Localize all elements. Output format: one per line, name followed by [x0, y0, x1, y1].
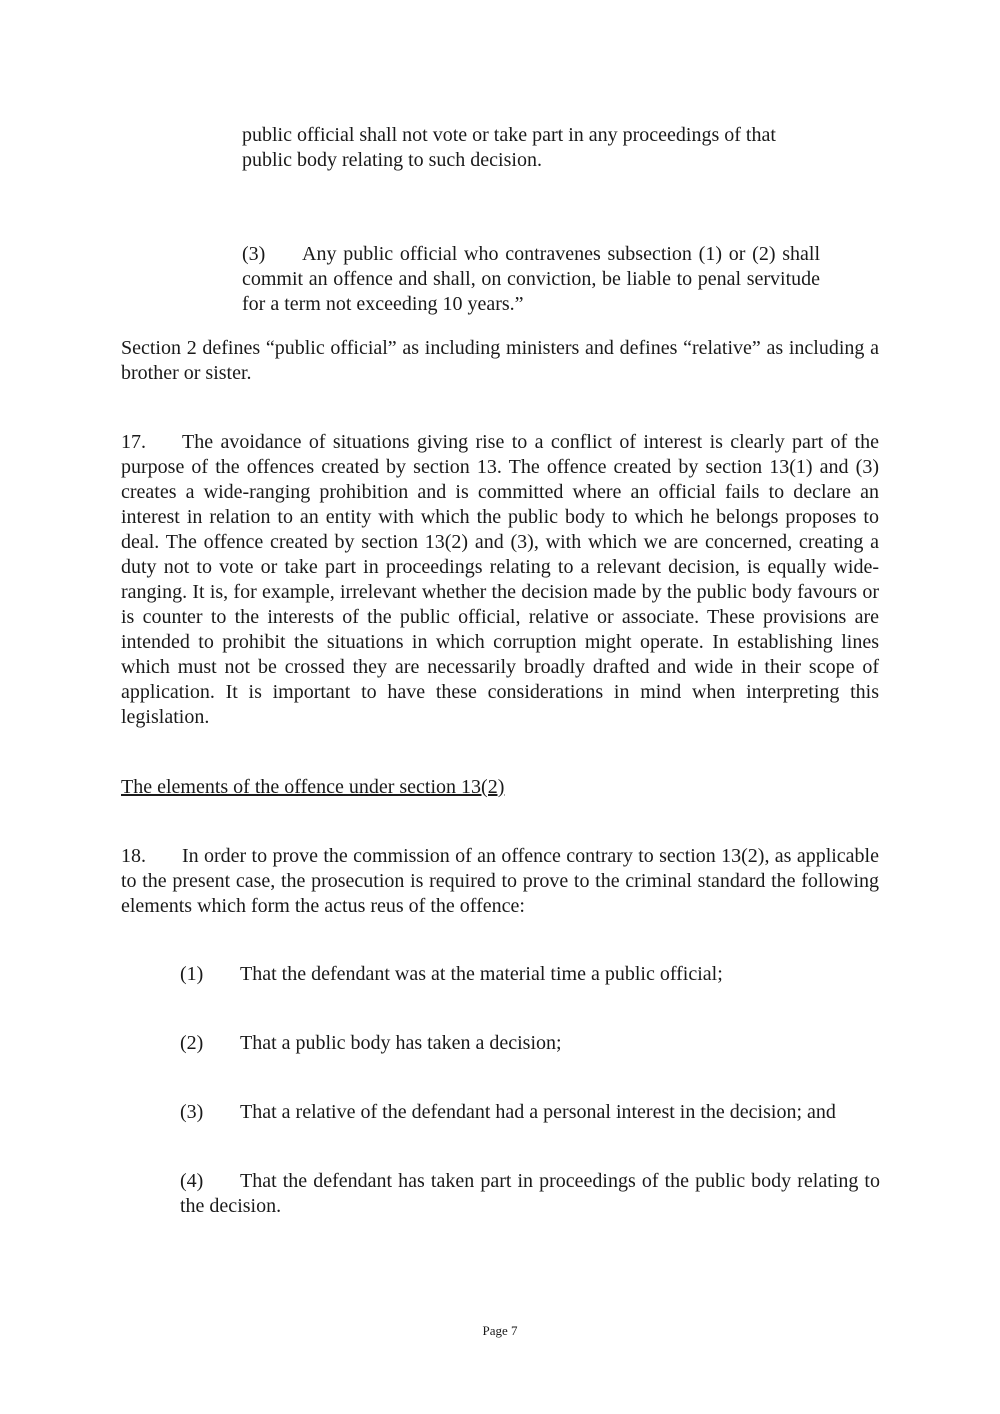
paragraph-text: The avoidance of situations giving rise to a conflict of interest is clearly part of the purpose of the offences created by section 13. The offence created by section 13(1) and (3) creates a wide-ranging prohibition and is committed where an official fails to declare an interest in relation to an entity with which the public body to which he belongs proposes to deal. The offence created by section 13(2) and (3), with which we are concerned, creating a duty not to vote or take part in proceedings relating to a relevant decision, is equally wide-ranging. It is, for example, irrelevant whether the decision made by the public body favours or is counter to the interests of the public official, relative or associate. These provisions are intended to prohibit the situations in which corruption might operate. In establishing lines which must not be crossed they are necessarily broadly drafted and wide in their scope of application. It is important to have these considerations in mind when interpreting this legislation.	[121, 431, 879, 728]
subsection-number: (3)	[242, 243, 266, 265]
element-number: (4)	[180, 1170, 204, 1192]
element-number: (2)	[180, 1032, 204, 1054]
paragraph-number: 18.	[121, 845, 146, 867]
paragraph-18	[121, 844, 879, 919]
paragraph-number: 17.	[121, 431, 146, 453]
section-2-definition: Section 2 defines “public official” as including ministers and defines “relative” as including a brother or sister.	[121, 337, 879, 384]
element-number: (1)	[180, 963, 204, 985]
paragraph-text: In order to prove the commission of an offence contrary to section 13(2), as applicable to the present case, the prosecution is required to prove to the criminal standard the following elements which form the actus reus of the offence:	[121, 845, 879, 917]
section-heading: The elements of the offence under section 13(2)	[121, 776, 505, 798]
page-number: Page 7	[482, 1323, 518, 1338]
element-item	[180, 1031, 880, 1056]
element-text: That the defendant was at the material time a public official;	[240, 963, 723, 985]
element-item	[180, 1169, 880, 1219]
element-text: That the defendant has taken part in proceedings of the public body relating to the decision.	[180, 1170, 880, 1217]
element-text: That a public body has taken a decision;	[240, 1032, 562, 1054]
quote-subsection-3	[242, 242, 820, 317]
subsection-text: Any public official who contravenes subsection (1) or (2) shall commit an offence and shall, on conviction, be liable to penal servitude for a term not exceeding 10 years.”	[242, 243, 820, 315]
element-item	[180, 1100, 880, 1125]
element-item	[180, 962, 880, 987]
quote-continuation: public official shall not vote or take part in any proceedings of that public body relating to such decision.	[242, 124, 776, 171]
paragraph-17	[121, 430, 879, 730]
element-number: (3)	[180, 1101, 204, 1123]
element-text: That a relative of the defendant had a personal interest in the decision; and	[240, 1101, 836, 1123]
